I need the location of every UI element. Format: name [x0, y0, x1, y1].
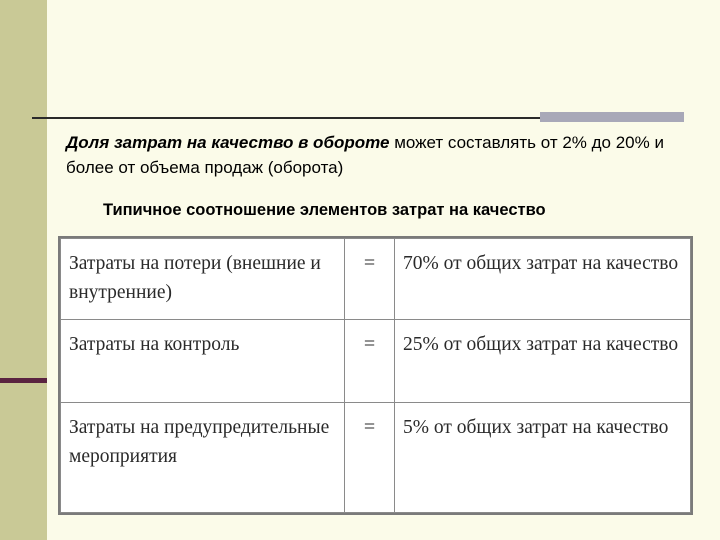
rule-accent-block	[540, 112, 684, 122]
share-cell: 25% от общих затрат на качество	[395, 320, 691, 403]
share-cell: 70% от общих затрат на качество	[395, 239, 691, 320]
cost-item-cell: Затраты на контроль	[61, 320, 345, 403]
left-accent-bar	[0, 378, 47, 383]
equals-cell: =	[345, 239, 395, 320]
table-row	[61, 239, 691, 320]
intro-paragraph	[66, 130, 686, 180]
share-cell: 5% от общих затрат на качество	[395, 403, 691, 513]
table-row	[61, 320, 691, 403]
intro-emphasis: Доля затрат на качество в обороте	[66, 133, 390, 152]
equals-cell: =	[345, 320, 395, 403]
equals-cell: =	[345, 403, 395, 513]
cost-item-cell: Затраты на потери (внешние и внутренние)	[61, 239, 345, 320]
table-caption: Типичное соотношение элементов затрат на качество	[103, 201, 546, 219]
cost-ratio-table	[58, 236, 693, 515]
intro-rest: может составлять от 2% до 20% и более от объема продаж (оборота)	[66, 133, 664, 177]
table-row	[61, 403, 691, 513]
title-rule	[32, 117, 540, 119]
cost-item-cell: Затраты на предупредительные мероприятия	[61, 403, 345, 513]
left-decor-band	[0, 0, 47, 540]
